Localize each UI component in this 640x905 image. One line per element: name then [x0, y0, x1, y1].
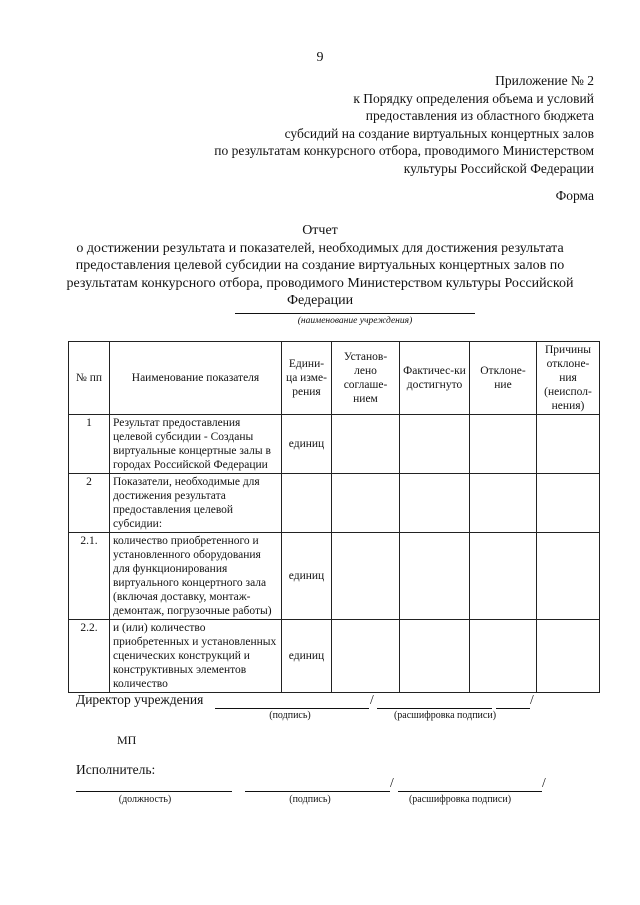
director-decoding-line[interactable] [377, 708, 492, 709]
row-name: количество приобретенного и установленного оборудования для функционирования виртуального концертного зала (включая доставку, монтаж-демонтаж, погрузочные работы) [110, 533, 282, 620]
cell-agreed[interactable] [332, 474, 400, 533]
executor-decoding-line[interactable] [398, 791, 542, 792]
executor-label: Исполнитель: [76, 762, 156, 777]
row-name: Показатели, необходимые для достижения результата предоставления целевой субсидии: [110, 474, 282, 533]
header-reasons: Причины отклоне-ния (неиспол-нения) [537, 342, 600, 415]
cell-deviation[interactable] [470, 620, 537, 693]
row-num: 1 [69, 415, 110, 474]
cell-actual[interactable] [400, 415, 470, 474]
cell-agreed[interactable] [332, 415, 400, 474]
table-row [69, 620, 600, 693]
cell-reasons[interactable] [537, 474, 600, 533]
cell-actual[interactable] [400, 620, 470, 693]
report-title-line: предоставления целевой субсидии на создание виртуальных концертных залов по [75, 258, 565, 273]
header-actual: Фактичес-ки достигнуто [400, 342, 470, 415]
cell-agreed[interactable] [332, 533, 400, 620]
table-row [69, 415, 600, 474]
header-deviation: Отклоне-ние [470, 342, 537, 415]
annex-line: к Порядку определения объема и условий [353, 90, 594, 106]
executor-signature-line[interactable] [245, 791, 390, 792]
table-row [69, 474, 600, 533]
separator: / [542, 775, 546, 790]
report-title-line: о достижении результата и показателей, необходимых для достижения результата [76, 240, 564, 256]
cell-deviation[interactable] [470, 474, 537, 533]
row-unit: единиц [282, 533, 332, 620]
stamp-mark: МП [117, 733, 137, 747]
cell-deviation[interactable] [470, 533, 537, 620]
director-label: Директор учреждения [76, 692, 204, 707]
page-number: 9 [316, 50, 324, 65]
decoding-caption: (расшифровка подписи) [393, 710, 497, 721]
header-agreed: Установ-лено соглаше-нием [332, 342, 400, 415]
row-unit [282, 474, 332, 533]
cell-actual[interactable] [400, 533, 470, 620]
annex-line: культуры Российской Федерации [403, 160, 594, 176]
row-unit: единиц [282, 415, 332, 474]
separator: / [390, 775, 394, 790]
row-num: 2 [69, 474, 110, 533]
header-name: Наименование показателя [110, 342, 282, 415]
table-header-row [69, 342, 600, 415]
row-name: и (или) количество приобретенных и установленных сценических конструкций и конструктивных элементов количество [110, 620, 282, 693]
annex-line: субсидий на создание виртуальных концертных залов [284, 125, 594, 141]
table-row [69, 533, 600, 620]
director-decoding-line-tail[interactable] [496, 708, 530, 709]
annex-line: предоставления из областного бюджета [365, 108, 594, 123]
cell-reasons[interactable] [537, 415, 600, 474]
report-title-line: результатам конкурсного отбора, проводимого Министерством культуры Российской [66, 275, 574, 291]
cell-actual[interactable] [400, 474, 470, 533]
row-num: 2.1. [69, 533, 110, 620]
director-signature-line[interactable] [215, 708, 369, 709]
executor-position-line[interactable] [76, 791, 232, 792]
decoding-caption: (расшифровка подписи) [408, 794, 512, 805]
institution-name-line[interactable] [235, 313, 475, 314]
row-name: Результат предоставления целевой субсидии - Созданы виртуальные концертные залы в городах Российской Федерации [110, 415, 282, 474]
header-unit: Едини-ца изме-рения [282, 342, 332, 415]
signature-caption: (подпись) [289, 794, 331, 805]
report-heading: Отчет [302, 223, 338, 238]
cell-reasons[interactable] [537, 533, 600, 620]
row-unit: единиц [282, 620, 332, 693]
report-title-line: Федерации [286, 293, 354, 308]
separator: / [530, 692, 534, 707]
signature-caption: (подпись) [269, 710, 311, 721]
annex-line: по результатам конкурсного отбора, проводимого Министерством [214, 143, 594, 158]
institution-caption: (наименование учреждения) [297, 316, 413, 326]
report-title [60, 222, 580, 310]
annex-line: Приложение № 2 [495, 73, 594, 88]
cell-deviation[interactable] [470, 415, 537, 474]
report-table [68, 341, 600, 693]
header-num: № пп [69, 342, 110, 415]
cell-agreed[interactable] [332, 620, 400, 693]
cell-reasons[interactable] [537, 620, 600, 693]
position-caption: (должность) [118, 794, 172, 805]
row-num: 2.2. [69, 620, 110, 693]
form-label: Форма [555, 188, 594, 203]
annex-header [214, 72, 594, 177]
separator: / [370, 692, 374, 707]
